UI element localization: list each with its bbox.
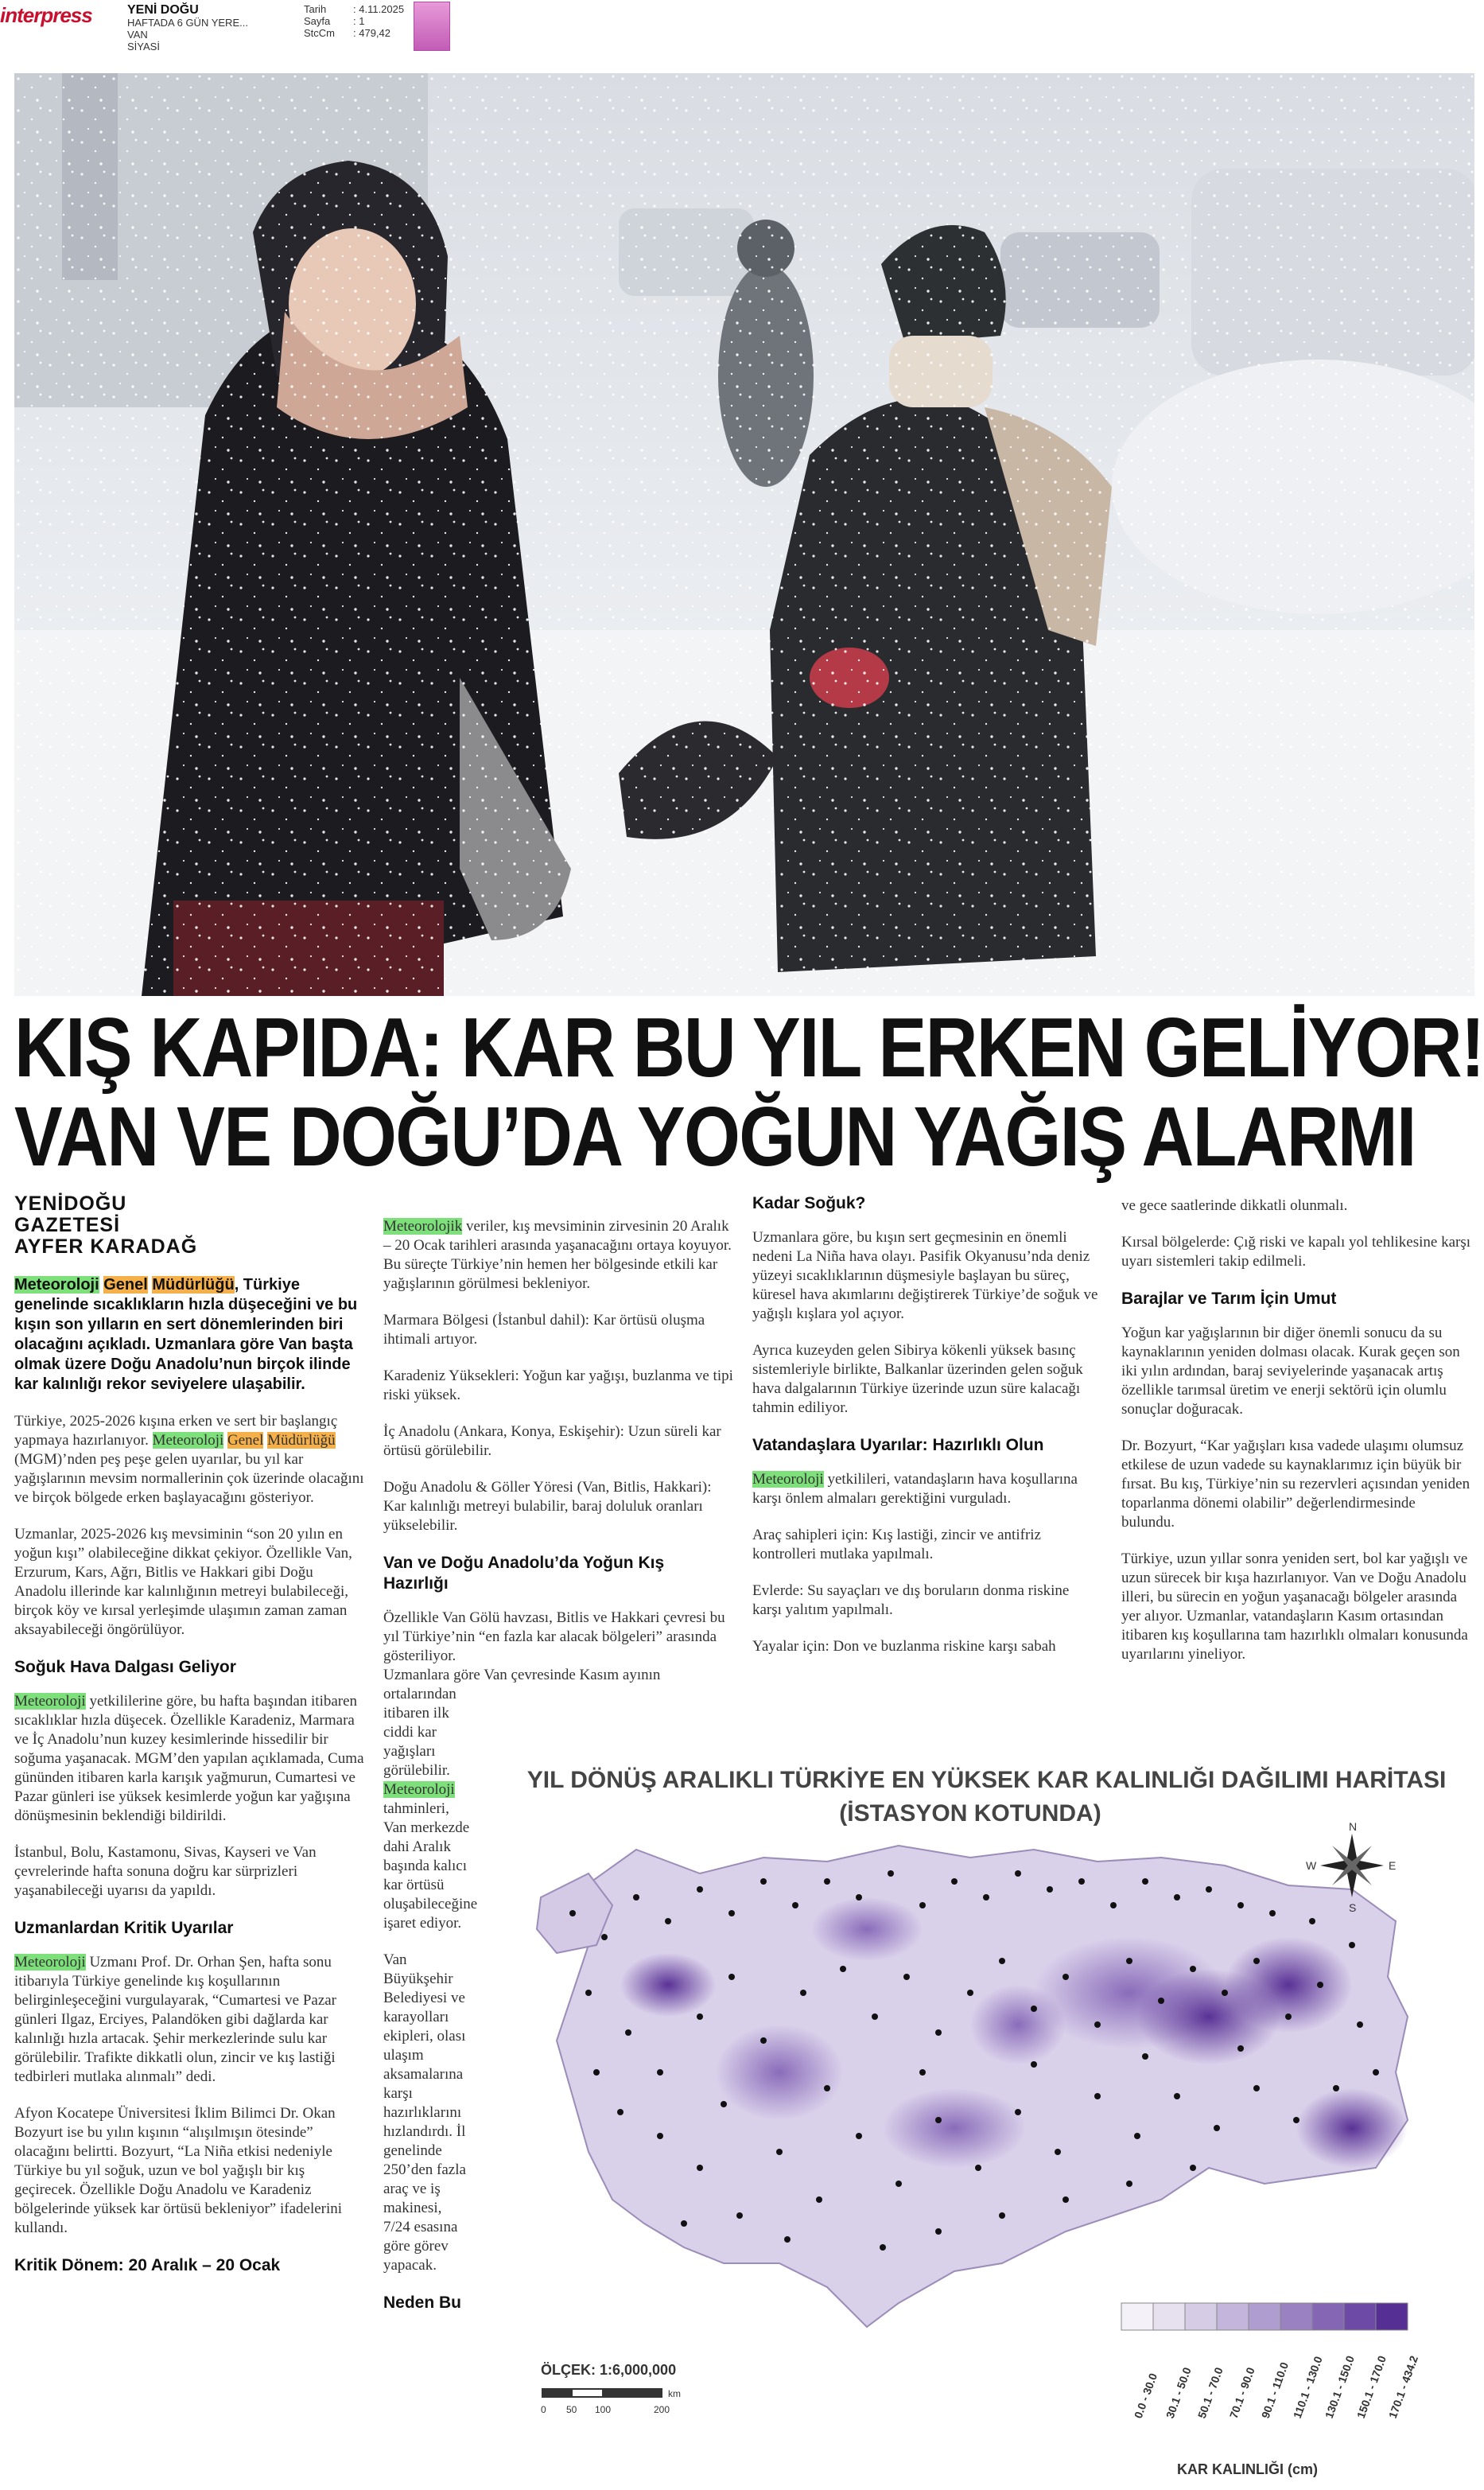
highlight-term: Meteoroloji <box>152 1432 224 1449</box>
legend-swatch <box>1217 2303 1249 2330</box>
highlight-term: Meteoroloji <box>14 1276 99 1294</box>
text: Uzmanı Prof. Dr. Orhan Şen, hafta sonu itibarıyla Türkiye genelinde kış koşullarının belirginleşeceğini vurgulayarak, “Cumartesi ve Pazar günleri Ilgaz, Erciyes, Palandöken gibi dağlarda kar kalınlığı hızla artacak. Şehir merkezlerinde sulu kar görülebilir. Trafikte dikkatli olun, zincir ve kış lastiği tedbirleri mutlaka alınmalı” dedi. <box>14 1954 337 2085</box>
subheading: Soğuk Hava Dalgası Geliyor <box>14 1658 236 1676</box>
paragraph: Ayrıca kuzeyden gelen Sibirya kökenli yüksek basınç sistemleriyle birlikte, Balkanlar üzerinden gelen soğuk hava dalgalarının Türkiye üzerinde uzun süre kalacağı tahmin ediliyor. <box>752 1342 1083 1416</box>
paragraph <box>383 1780 478 1933</box>
meta-label: Sayfa <box>304 15 331 27</box>
page-thumbnail[interactable] <box>414 2 450 51</box>
legend-label: 50.1 - 70.0 <box>1195 2365 1226 2421</box>
paper-line: SİYASİ <box>127 41 160 53</box>
legend-label: 70.1 - 90.0 <box>1226 2365 1257 2421</box>
legend-swatch <box>1249 2303 1280 2330</box>
paragraph: Kırsal bölgelerde: Çığ riski ve kapalı yol tehlikesine karşı uyarı sistemleri takip edilmeli. <box>1121 1234 1471 1270</box>
headline-line-2: VAN VE DOĞU’DA YOĞUN YAĞIŞ ALARMI <box>14 1090 1416 1184</box>
map-subtitle: (İSTASYON KOTUNDA) <box>839 1800 1101 1827</box>
paper-name: YENİ DOĞU <box>127 3 199 17</box>
text: (MGM)’nden peş peşe gelen uyarılar, bu yıl kar yağışlarının mevsim normallerinin çok üzerinde olacağını ve birçok bölgede erken başlayacağını gösteriyor. <box>14 1451 364 1506</box>
paragraph: Evlerde: Su sayaçları ve dış boruların donma riskine karşı yalıtım yapılmalı. <box>752 1582 1070 1618</box>
snow-photo <box>14 73 1474 996</box>
paragraph: ve gece saatlerinde dikkatli olunmalı. <box>1121 1197 1348 1214</box>
legend-swatch <box>1121 2303 1153 2330</box>
subheading: Barajlar ve Tarım İçin Umut <box>1121 1290 1337 1308</box>
legend-label: 130.1 - 150.0 <box>1322 2354 1358 2421</box>
highlight-term: Müdürlüğü <box>267 1432 336 1449</box>
byline-line: GAZETESİ <box>14 1214 121 1236</box>
paragraph: Yoğun kar yağışlarının bir diğer önemli sonucu da su kaynaklarının yeniden dolması olacak. Kurak geçen son iki yılın ardından, baraj seviyelerinde yaşanacak artış özellikle tarımsal üretim ve enerji sektörü için olumlu sonuçlar doğuracak. <box>1121 1325 1460 1418</box>
paragraph <box>14 1953 364 2087</box>
paragraph: Marmara Bölgesi (İstanbul dahil): Kar örtüsü oluşma ihtimali artıyor. <box>383 1312 705 1348</box>
meta-row: StcCm : 479,42 <box>304 27 390 39</box>
highlight-term: Genel <box>103 1276 148 1294</box>
subheading: Uzmanlardan Kritik Uyarılar <box>14 1919 234 1937</box>
meta-row: Tarih : 4.11.2025 <box>304 3 405 15</box>
text: yetkililerine göre, bu hafta başından itibaren sıcaklıklar hızla düşecek. Özellikle Karadeniz, Marmara ve İç Anadolu’nun kuzey kesimlerinde hissedilir bir soğuma yaşanacak. MGM’den yapılan açıklamada, Cuma gününden itibaren karla karışık yağmurun, Cumartesi ve Pazar günleri ise yüksek kesimlerde yoğun kar yağışına dönüşmesinin beklendiği bildirildi. <box>14 1693 364 1824</box>
turkey-shape <box>557 1846 1408 2327</box>
scale-tick: 100 <box>595 2404 612 2415</box>
byline <box>14 1193 364 1258</box>
high-snow-zone <box>1296 2088 1408 2168</box>
scale-tick: 50 <box>566 2404 577 2415</box>
scale-tick: 200 <box>654 2404 670 2415</box>
text: Türkiye, 2025-2026 kışına erken ve sert bir başlangıç yapmaya hazırlanıyor. <box>14 1413 338 1449</box>
subheading: Vatandaşlara Uyarılar: Hazırlıklı Olun <box>752 1436 1044 1454</box>
paragraph: Türkiye, uzun yıllar sonra yeniden sert, bol kar yağışlı ve uzun sürecek bir kışa hazırlanıyor. Van ve Doğu Anadolu illeri, bu sürecin en yoğun yaşanacağı bölgeler arasında yer alıyor. Uzmanlar, vatandaşların Kasım ortasından itibaren kış koşullarına tam hazırlıklı olmaları konusunda uyarılarını yineliyor. <box>1121 1550 1468 1663</box>
legend-swatch <box>1344 2303 1376 2330</box>
byline-line: YENİDOĞU <box>14 1192 127 1215</box>
paragraph: İç Anadolu (Ankara, Konya, Eskişehir): Uzun süreli kar örtüsü görülebilir. <box>383 1423 721 1459</box>
compass-s: S <box>1349 1901 1357 1914</box>
map-title: 50 YIL DÖNÜŞ ARALIKLI TÜRKİYE EN YÜKSEK KAR KALINLIĞI DAĞILIMI HARİTASI <box>525 1767 1447 1793</box>
paragraph <box>14 1412 364 1508</box>
scale-unit: km <box>668 2388 681 2399</box>
subheading: Kritik Dönem: 20 Aralık – 20 Ocak <box>14 2256 281 2274</box>
meta-value: 479,42 <box>359 27 390 39</box>
legend-swatch <box>1280 2303 1312 2330</box>
paragraph: Afyon Kocatepe Üniversitesi İklim Bilimci Dr. Okan Bozyurt ise bu yılın kışının “alışılmışın ötesinde” olacağını belirtti. Bozyurt, “La Niña etkisi nedeniyle Türkiye bu yıl soğuk, uzun ve bol yağışlı bir kış geçirecek. Özellikle Doğu Anadolu ve Karadeniz bölgelerinde yüksek kar örtüsü bekleniyor” ifadelerini kullandı. <box>14 2105 343 2236</box>
clip-meta <box>304 3 404 39</box>
legend-title: KAR KALINLIĞI (cm) <box>1177 2461 1318 2477</box>
scale-label: ÖLÇEK: 1:6,000,000 <box>541 2362 677 2378</box>
paragraph: Dr. Bozyurt, “Kar yağışları kısa vadede ulaşımı olumsuz etkilese de uzun vadede su kaynaklarımız için büyük bir fırsat. Bu kış, Türkiye’nin su rezervleri açısından yeniden toparlanma dönemi olabilir” değerlendirmesinde bulundu. <box>1121 1438 1470 1531</box>
legend-label: 150.1 - 170.0 <box>1354 2354 1389 2421</box>
text: veriler, kış mevsiminin zirvesinin 20 Aralık – 20 Ocak tarihleri arasında yaşanacağını ortaya koyuyor. Bu süreçte Türkiye’nin hemen her bölgesinde etkili kar yağışlarının görülmesi bekleniyor. <box>383 1218 732 1292</box>
map-graphic <box>525 1754 1475 2486</box>
legend-swatch <box>1153 2303 1185 2330</box>
mid-snow-zone <box>883 2088 1026 2168</box>
lead-paragraph <box>14 1275 364 1395</box>
mid-snow-zone <box>716 2025 843 2120</box>
compass-w: W <box>1306 1859 1317 1872</box>
paper-info <box>127 3 248 53</box>
meta-label: StcCm <box>304 27 335 39</box>
highlight-term: Müdürlüğü <box>152 1276 235 1294</box>
paragraph: İstanbul, Bolu, Kastamonu, Sivas, Kayseri ve Van çevrelerinde hafta sonuna doğru kar sürprizleri yaşanabileceği uyarısı da yapıldı. <box>14 1844 317 1899</box>
paper-line: HAFTADA 6 GÜN YERE... <box>127 17 248 29</box>
highlight-term: Meteoroloji <box>14 1693 86 1710</box>
lead-text: , Türkiye genelinde sıcaklıkların hızla düşeceğini ve bu kışın son yılların en sert dönemlerinden biri olacağını açıkladı. Uzmanlara göre Van başta olmak üzere Doğu Anadolu’nun birçok ilinde kar kalınlığı rekor seviyelere ulaşabilir. <box>14 1276 358 1393</box>
meta-row: Sayfa : 1 <box>304 15 365 27</box>
paragraph <box>752 1470 1102 1508</box>
text: yetkilileri, vatandaşların hava koşullarına karşı önlem almaları gerektiğini vurguladı. <box>752 1471 1078 1507</box>
paragraph: ortalarından itibaren ilk ciddi kar yağışları görülebilir. <box>383 1686 456 1779</box>
mid-snow-zone <box>970 1985 1066 2064</box>
byline-author: AYFER KARADAĞ <box>14 1235 198 1258</box>
legend-swatch <box>1376 2303 1408 2330</box>
paragraph: Yayalar için: Don ve buzlanma riskine karşı sabah <box>752 1638 1056 1655</box>
highlight-term: Meteoroloji <box>14 1954 86 1971</box>
legend-label: 90.1 - 110.0 <box>1258 2360 1292 2421</box>
meta-value: 1 <box>359 15 365 27</box>
highlight-term: Genel <box>227 1432 264 1449</box>
text: tahminleri, Van merkezde dahi Aralık başında kalıcı kar örtüsü oluşabileceğine işaret ediyor. <box>383 1800 478 1932</box>
interpress-logo: interpress <box>0 3 92 27</box>
compass-n: N <box>1349 1820 1358 1833</box>
highlight-term: Meteoroloji <box>752 1471 824 1488</box>
subheading: Van ve Doğu Anadolu’da Yoğun Kış Hazırlığı <box>383 1554 665 1593</box>
legend-label: 0.0 - 30.0 <box>1131 2371 1160 2421</box>
column-3 <box>752 1193 1102 1674</box>
scale-tick: 0 <box>541 2404 546 2415</box>
legend-label: 30.1 - 50.0 <box>1163 2365 1194 2421</box>
paragraph: Karadeniz Yüksekleri: Yoğun kar yağışı, buzlanma ve tipi riski yüksek. <box>383 1368 733 1403</box>
narrow-text-block <box>383 1685 478 2313</box>
paragraph: Uzmanlara göre Van çevresinde Kasım ayının <box>383 1667 661 1683</box>
highlight-term: Meteoroloji <box>383 1781 455 1798</box>
mid-snow-zone <box>811 1897 923 1961</box>
scale-bar <box>541 2362 681 2415</box>
compass-e: E <box>1389 1859 1397 1872</box>
paragraph: Özellikle Van Gölü havzası, Bitlis ve Hakkari çevresi bu yıl Türkiye’nin “en fazla kar alacak bölgeleri” arasında gösteriliyor. <box>383 1609 725 1664</box>
map-legend <box>1121 2303 1420 2420</box>
legend-label: 110.1 - 130.0 <box>1290 2354 1325 2421</box>
paragraph: Doğu Anadolu & Göller Yöresi (Van, Bitlis, Hakkari): Kar kalınlığı metreyi bulabilir, baraj doluluk oranları yükselebilir. <box>383 1479 712 1534</box>
paragraph: Araç sahipleri için: Kış lastiği, zincir ve antifriz kontrolleri mutlaka yapılmalı. <box>752 1527 1041 1562</box>
paragraph: Van Büyükşehir Belediyesi ve karayolları ekipleri, olası ulaşım aksamalarına karşı hazırlıklarını hızlandırdı. İl genelinde 250’den fazla araç ve iş makinesi, 7/24 esasına göre görev yapacak. <box>383 1951 466 2274</box>
paragraph: Uzmanlar, 2025-2026 kış mevsiminin “son 20 yılın en yoğun kışı” olabileceğine dikkat çekiyor. Özellikle Van, Erzurum, Kars, Ağrı, Bitlis ve Hakkari gibi Doğu Anadolu illerinde kar kalınlığının metreyi bulabileceği, birçok köy ve kırsal yerleşimde ulaşımın zaman zaman aksayabileceği öngörülüyor. <box>14 1526 352 1638</box>
legend-swatch <box>1312 2303 1344 2330</box>
highlight-term: Meteorolojik <box>383 1218 463 1235</box>
paragraph <box>383 1217 733 1294</box>
legend-swatch <box>1185 2303 1217 2330</box>
paragraph: Uzmanlara göre, bu kışın sert geçmesinin en önemli nedeni La Niña hava olayı. Pasifik Okyanusu’nda deniz yüzeyi sıcaklıklarının düşmesiyle başlayan bu süreç, küresel hava akımlarını değiştirerek Türkiye’de soğuk ve yağışlı kışlara yol açıyor. <box>752 1229 1098 1322</box>
subheading: Neden Bu <box>383 2294 462 2312</box>
photo-illustration <box>14 73 1474 996</box>
meta-label: Tarih <box>304 3 327 15</box>
headline-line-1: KIŞ KAPIDA: KAR BU YIL ERKEN GELİYOR! <box>14 1001 1484 1095</box>
legend-label: 170.1 - 434.2 <box>1385 2354 1421 2421</box>
meta-value: 4.11.2025 <box>359 3 405 15</box>
column-1 <box>14 1193 364 2290</box>
subheading: Kadar Soğuk? <box>752 1194 866 1212</box>
column-4 <box>1121 1196 1471 1682</box>
paragraph <box>14 1692 364 1826</box>
high-snow-zone <box>620 1953 716 2017</box>
paper-line: VAN <box>127 29 148 41</box>
snow-depth-map <box>525 1754 1475 2486</box>
